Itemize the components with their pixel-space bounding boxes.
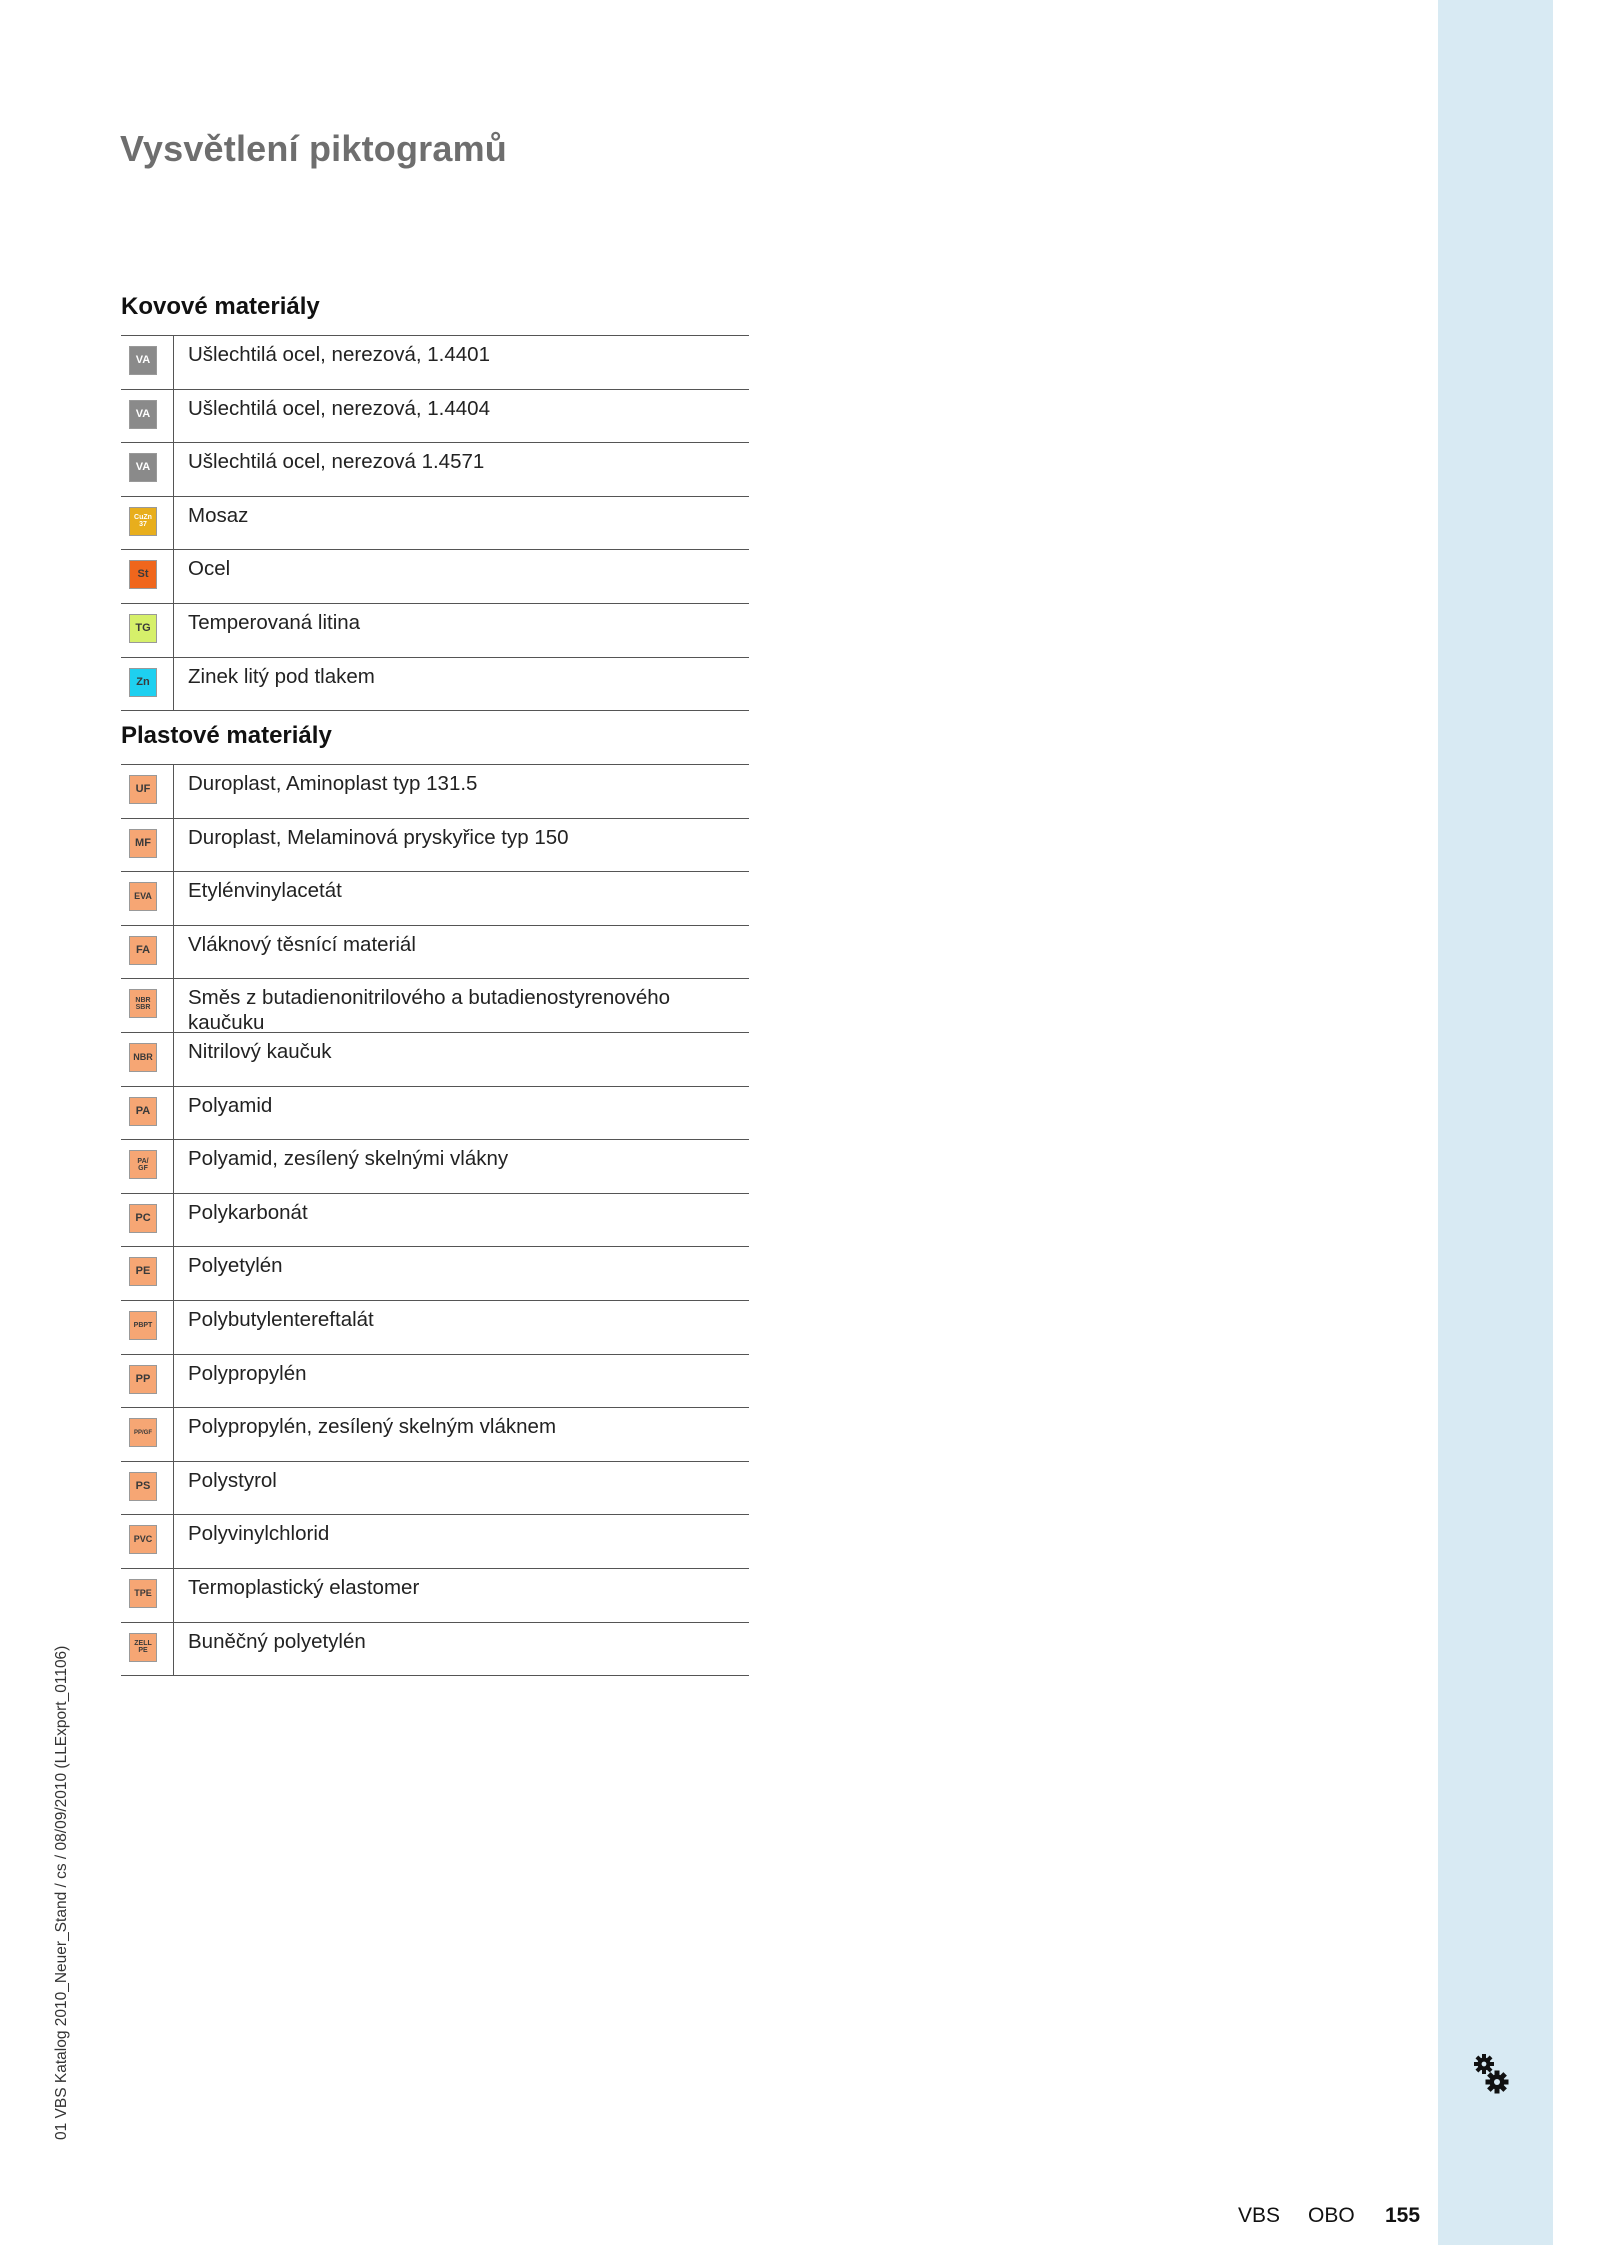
- side-color-band: [1438, 0, 1553, 2245]
- pictogram-cell: [121, 979, 174, 1032]
- material-label: Polyvinylchlorid: [188, 1522, 330, 1546]
- material-label: Etylénvinylacetát: [188, 879, 342, 903]
- material-row: [121, 550, 749, 604]
- pictogram-cell: [121, 819, 174, 872]
- footer-obo: OBO: [1308, 2204, 1355, 2227]
- pictogram-cell: [121, 497, 174, 550]
- catalog-spine-text: 01 VBS Katalog 2010_Neuer_Stand / cs / 08/09/2010 (LLExport_01106): [53, 1645, 70, 2140]
- pictogram-cell: [121, 1515, 174, 1568]
- material-row: [121, 658, 749, 712]
- page-title: Vysvětlení piktogramů: [120, 128, 507, 169]
- material-pictogram-icon: PA: [129, 1097, 157, 1126]
- material-label: Ušlechtilá ocel, nerezová, 1.4401: [188, 343, 490, 366]
- material-row: [121, 1087, 749, 1141]
- pictogram-cell: [121, 1247, 174, 1300]
- material-label: Polybutylentereftalát: [188, 1307, 374, 1331]
- material-pictogram-icon: VA: [129, 346, 157, 375]
- pictogram-cell: [121, 765, 174, 818]
- material-row: [121, 497, 749, 551]
- material-label: Polypropylén: [188, 1361, 307, 1385]
- material-label: Polystyrol: [188, 1468, 277, 1492]
- pictogram-cell: [121, 1140, 174, 1193]
- footer-vbs: VBS: [1238, 2204, 1281, 2227]
- pictogram-cell: [121, 1408, 174, 1461]
- material-row: [121, 1515, 749, 1569]
- plastic-materials-table: [121, 764, 749, 1676]
- material-pictogram-icon: PBPT: [129, 1311, 157, 1340]
- material-row: [121, 765, 749, 819]
- pictogram-cell: [121, 1301, 174, 1354]
- pictogram-cell: [121, 1462, 174, 1515]
- material-pictogram-icon: PP: [129, 1365, 157, 1394]
- section-heading-plastic: Plastové materiály: [121, 722, 332, 749]
- pictogram-cell: [121, 550, 174, 603]
- material-row: [121, 1247, 749, 1301]
- pictogram-cell: [121, 390, 174, 443]
- material-pictogram-icon: PVC: [129, 1525, 157, 1554]
- material-row: [121, 1033, 749, 1087]
- material-label: Zinek litý pod tlakem: [188, 664, 375, 688]
- material-pictogram-icon: VA: [129, 453, 157, 482]
- material-label: Vláknový těsnící materiál: [188, 932, 416, 956]
- material-pictogram-icon: PA/ GF: [129, 1150, 157, 1179]
- material-row: [121, 443, 749, 497]
- material-row: [121, 1301, 749, 1355]
- material-row: [121, 604, 749, 658]
- material-label: Ušlechtilá ocel, nerezová 1.4571: [188, 450, 485, 474]
- material-pictogram-icon: TPE: [129, 1579, 157, 1608]
- pictogram-cell: [121, 1033, 174, 1086]
- pictogram-cell: [121, 1194, 174, 1247]
- pictogram-cell: [121, 926, 174, 979]
- material-pictogram-icon: PC: [129, 1204, 157, 1233]
- pictogram-cell: [121, 336, 174, 389]
- material-pictogram-icon: TG: [129, 614, 157, 643]
- material-row: [121, 1355, 749, 1409]
- material-pictogram-icon: CuZn 37: [129, 507, 157, 536]
- material-pictogram-icon: VA: [129, 400, 157, 429]
- material-label: Polykarbonát: [188, 1200, 308, 1224]
- material-row: [121, 1408, 749, 1462]
- material-label: Polyetylén: [188, 1254, 283, 1278]
- material-label: Nitrilový kaučuk: [188, 1039, 332, 1063]
- material-pictogram-icon: St: [129, 560, 157, 589]
- material-row: [121, 819, 749, 873]
- metal-materials-table: [121, 335, 749, 711]
- material-pictogram-icon: NBR: [129, 1043, 157, 1072]
- material-row: [121, 1569, 749, 1623]
- material-label: Duroplast, Aminoplast typ 131.5: [188, 772, 478, 795]
- pictogram-cell: [121, 1623, 174, 1676]
- page-number: 155: [1385, 2204, 1421, 2227]
- material-label: Buněčný polyetylén: [188, 1629, 366, 1653]
- material-label: Polyamid: [188, 1093, 273, 1117]
- material-row: [121, 336, 749, 390]
- material-label: Ušlechtilá ocel, nerezová, 1.4404: [188, 396, 490, 420]
- material-label: Mosaz: [188, 503, 249, 527]
- pictogram-cell: [121, 872, 174, 925]
- pictogram-cell: [121, 1087, 174, 1140]
- material-row: [121, 1462, 749, 1516]
- pictogram-cell: [121, 1569, 174, 1622]
- material-pictogram-icon: MF: [129, 829, 157, 858]
- material-row: [121, 872, 749, 926]
- material-row: [121, 1140, 749, 1194]
- material-pictogram-icon: PE: [129, 1257, 157, 1286]
- material-label: Směs z butadienonitrilového a butadienostyrenového kaučuku: [188, 986, 671, 1035]
- material-pictogram-icon: UF: [129, 775, 157, 804]
- material-label: Termoplastický elastomer: [188, 1575, 420, 1599]
- pictogram-cell: [121, 443, 174, 496]
- material-row: [121, 1623, 749, 1677]
- material-pictogram-icon: EVA: [129, 882, 157, 911]
- material-row: [121, 979, 749, 1033]
- pictogram-cell: [121, 1355, 174, 1408]
- material-pictogram-icon: ZELL PE: [129, 1633, 157, 1662]
- pictogram-cell: [121, 658, 174, 711]
- material-label: Polyamid, zesílený skelnými vlákny: [188, 1147, 509, 1171]
- material-row: [121, 390, 749, 444]
- material-pictogram-icon: FA: [129, 936, 157, 965]
- gears-icon: [1473, 2052, 1509, 2096]
- material-row: [121, 926, 749, 980]
- material-label: Ocel: [188, 557, 231, 581]
- material-pictogram-icon: PS: [129, 1472, 157, 1501]
- pictogram-cell: [121, 604, 174, 657]
- material-pictogram-icon: PP/GF: [129, 1418, 157, 1447]
- material-label: Polypropylén, zesílený skelným vláknem: [188, 1415, 557, 1439]
- material-pictogram-icon: Zn: [129, 668, 157, 697]
- material-pictogram-icon: NBR SBR: [129, 989, 157, 1018]
- section-heading-metal: Kovové materiály: [121, 293, 320, 320]
- material-label: Temperovaná litina: [188, 610, 361, 634]
- material-row: [121, 1194, 749, 1248]
- material-label: Duroplast, Melaminová pryskyřice typ 150: [188, 825, 569, 849]
